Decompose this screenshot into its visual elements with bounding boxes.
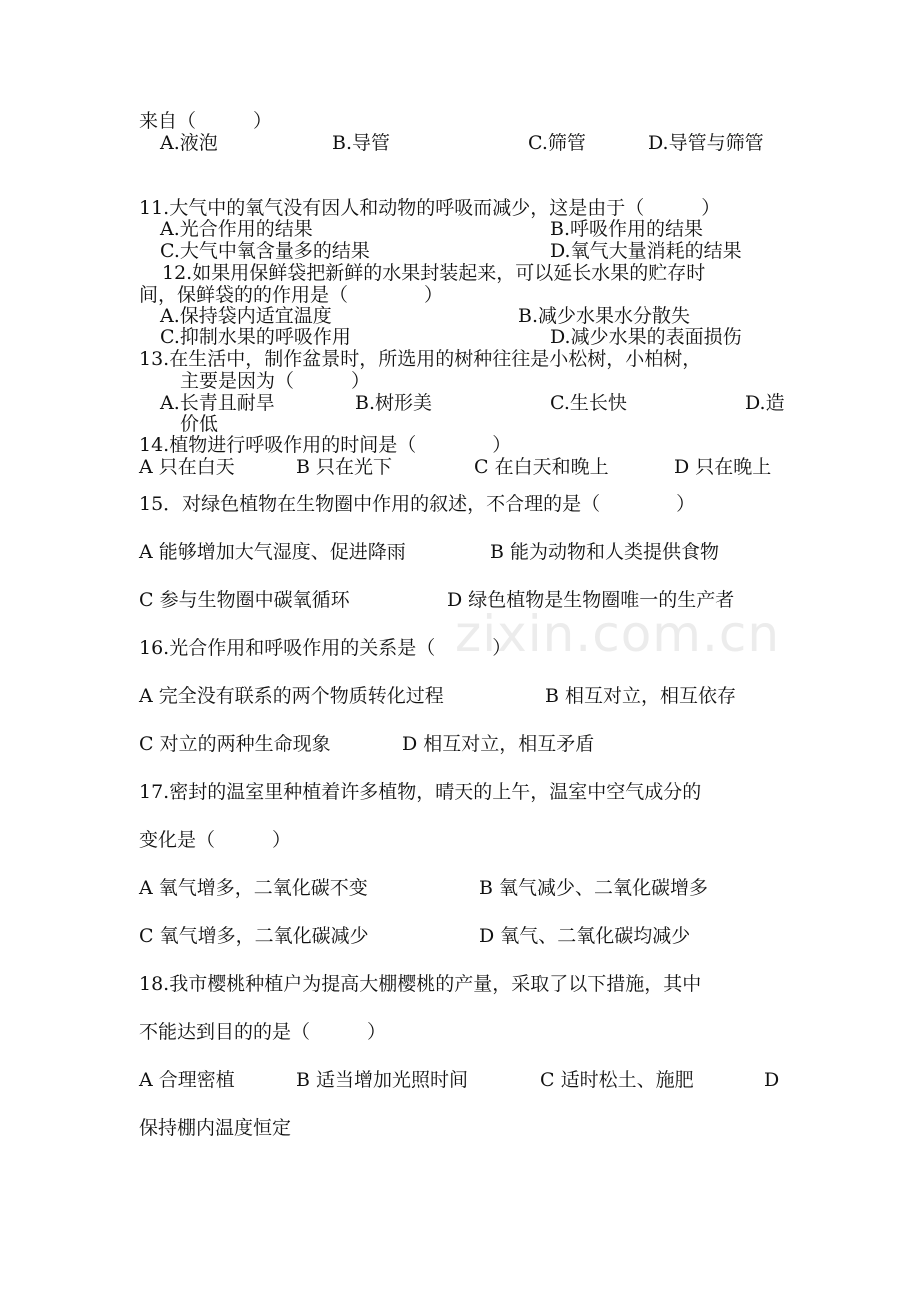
q10-option-a: A.液泡 bbox=[160, 132, 218, 154]
q12-stem-line1: 12.如果用保鲜袋把新鲜的水果封装起来，可以延长水果的贮存时 bbox=[162, 262, 706, 284]
q17-stem-line1: 17.密封的温室里种植着许多植物，晴天的上午，温室中空气成分的 bbox=[139, 781, 702, 803]
q12-option-a: A.保持袋内适宜温度 bbox=[160, 305, 332, 327]
q18-stem-line1: 18.我市樱桃种植户为提高大棚樱桃的产量，采取了以下措施，其中 bbox=[139, 973, 702, 995]
q15-option-c: C 参与生物圈中碳氧循环 bbox=[139, 589, 350, 611]
q17-option-c: C 氧气增多，二氧化碳减少 bbox=[139, 925, 369, 947]
q14-stem: 14.植物进行呼吸作用的时间是（ ） bbox=[139, 434, 512, 456]
q16-option-a: A 完全没有联系的两个物质转化过程 bbox=[139, 685, 444, 707]
q13-stem-line1: 13.在生活中，制作盆景时，所选用的树种往往是小松树，小柏树， bbox=[139, 348, 702, 370]
q17-stem-line2: 变化是（ ） bbox=[139, 829, 292, 851]
q18-option-d: D bbox=[764, 1069, 780, 1091]
q11-stem: 11.大气中的氧气没有因人和动物的呼吸而减少，这是由于（ ） bbox=[139, 197, 721, 219]
q15-option-b: B 能为动物和人类提供食物 bbox=[490, 541, 720, 563]
q17-option-b: B 氧气减少、二氧化碳增多 bbox=[479, 877, 709, 899]
q11-option-a: A.光合作用的结果 bbox=[160, 218, 313, 240]
q13-option-d: D.造 bbox=[745, 392, 785, 414]
q14-option-c: C 在白天和晚上 bbox=[474, 456, 609, 478]
q11-option-c: C.大气中氧含量多的结果 bbox=[160, 240, 370, 262]
q15-option-d: D 绿色植物是生物圈唯一的生产者 bbox=[447, 589, 735, 611]
q15-option-a: A 能够增加大气湿度、促进降雨 bbox=[139, 541, 406, 563]
q13-option-d-continued: 价低 bbox=[180, 413, 219, 435]
q10-stem-tail: 来自（ ） bbox=[139, 110, 273, 132]
q10-option-c: C.筛管 bbox=[528, 132, 586, 154]
q13-option-c: C.生长快 bbox=[550, 392, 627, 414]
q13-option-a: A.长青且耐旱 bbox=[160, 392, 275, 414]
q11-option-b: B.呼吸作用的结果 bbox=[550, 218, 704, 240]
q10-option-d: D.导管与筛管 bbox=[648, 132, 764, 154]
q11-option-d: D.氧气大量消耗的结果 bbox=[550, 240, 742, 262]
q18-stem-line2: 不能达到目的的是（ ） bbox=[139, 1021, 387, 1043]
q17-option-a: A 氧气增多，二氧化碳不变 bbox=[139, 877, 368, 899]
q14-option-b: B 只在光下 bbox=[296, 456, 393, 478]
q18-option-d-continued: 保持棚内温度恒定 bbox=[139, 1117, 292, 1139]
q17-option-d: D 氧气、二氧化碳均减少 bbox=[479, 925, 691, 947]
q12-stem-line2: 间，保鲜袋的的作用是（ ） bbox=[139, 284, 444, 306]
q16-option-d: D 相互对立，相互矛盾 bbox=[402, 733, 595, 755]
q14-option-d: D 只在晚上 bbox=[674, 456, 772, 478]
q18-option-b: B 适当增加光照时间 bbox=[296, 1069, 469, 1091]
q12-option-d: D.减少水果的表面损伤 bbox=[550, 326, 742, 348]
q14-option-a: A 只在白天 bbox=[139, 456, 235, 478]
q13-option-b: B.树形美 bbox=[355, 392, 433, 414]
q16-stem: 16.光合作用和呼吸作用的关系是（ ） bbox=[139, 637, 512, 659]
q10-option-b: B.导管 bbox=[332, 132, 391, 154]
q18-option-c: C 适时松土、施肥 bbox=[540, 1069, 694, 1091]
q15-stem: 15．对绿色植物在生物圈中作用的叙述，不合理的是（ ） bbox=[139, 493, 696, 515]
q12-option-c: C.抑制水果的呼吸作用 bbox=[160, 326, 351, 348]
q18-option-a: A 合理密植 bbox=[139, 1069, 235, 1091]
q13-stem-line2: 主要是因为（ ） bbox=[180, 370, 371, 392]
q16-option-b: B 相互对立，相互依存 bbox=[545, 685, 737, 707]
watermark: zixin.com.cn bbox=[455, 605, 781, 663]
q12-option-b: B.减少水果水分散失 bbox=[518, 305, 691, 327]
q16-option-c: C 对立的两种生命现象 bbox=[139, 733, 331, 755]
